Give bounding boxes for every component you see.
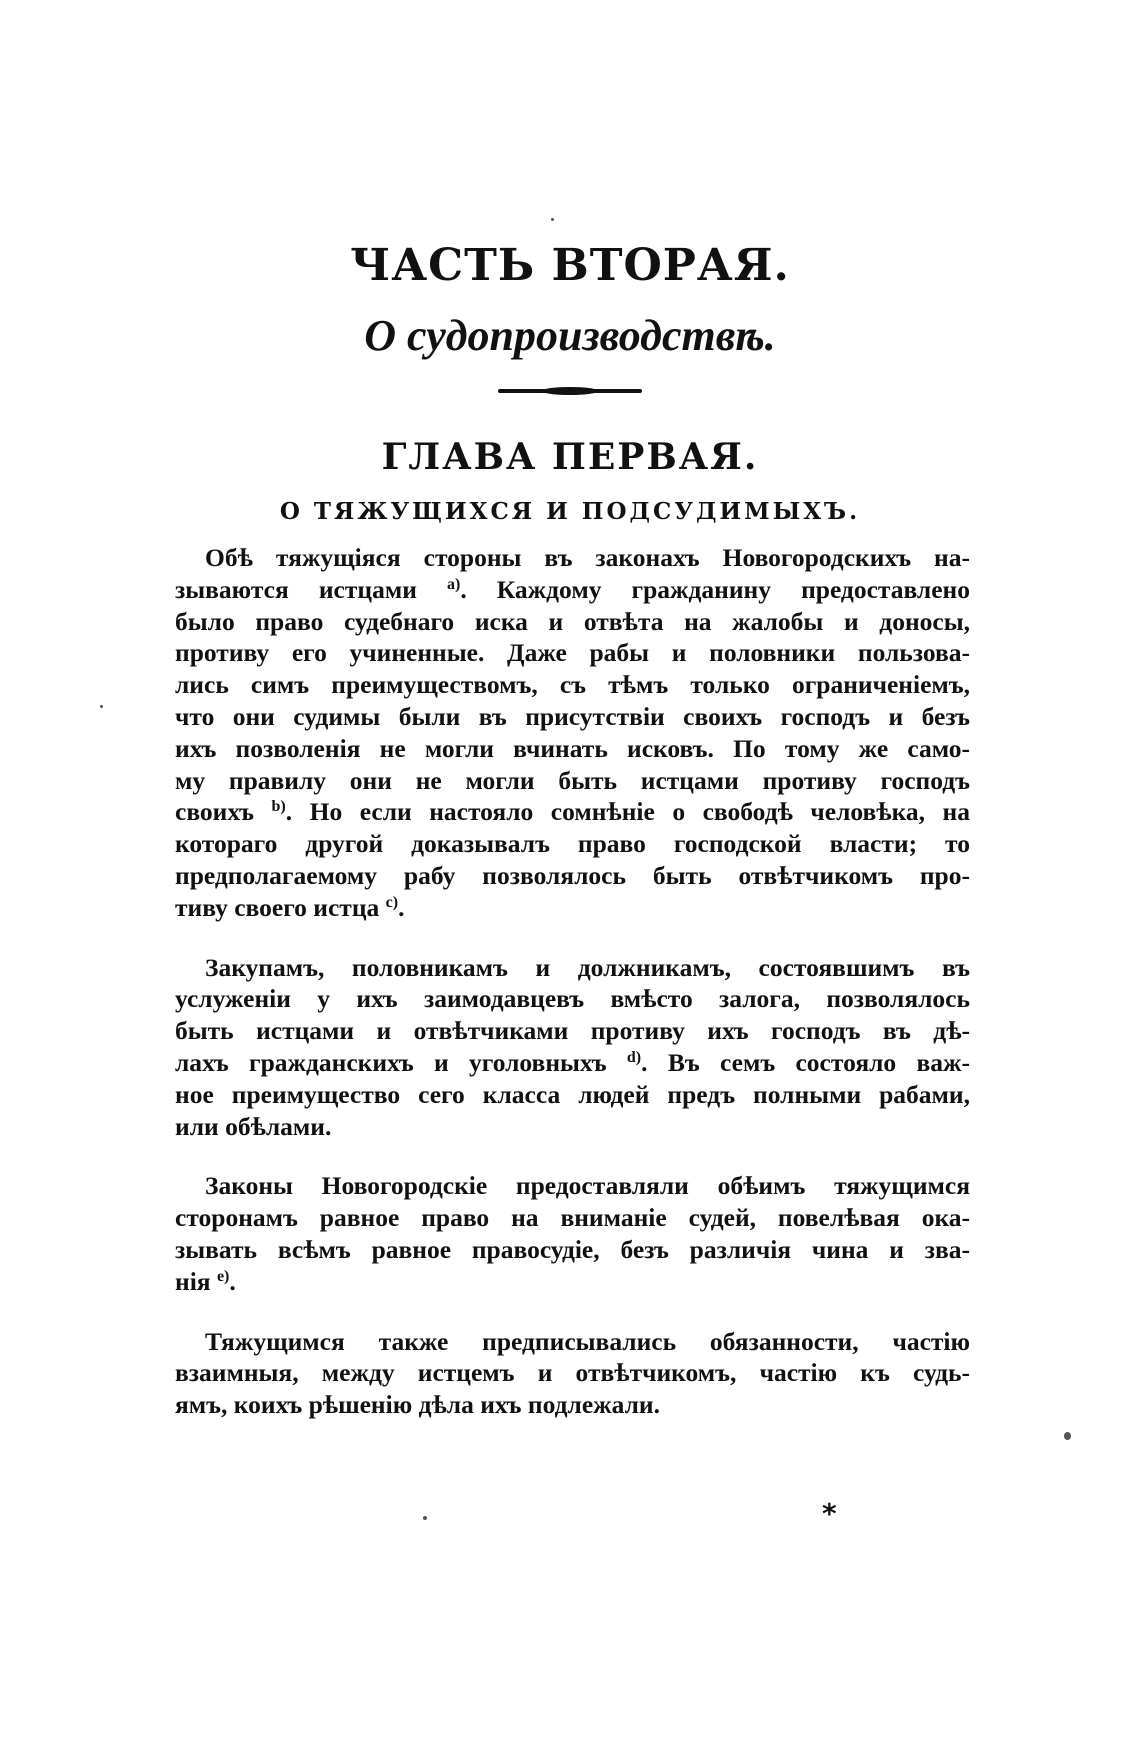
text-line: нія $^{e)}$. [175,1266,236,1296]
scan-speck [551,218,554,221]
text-line: взаимныя, между истцемъ и отвѣтчикомъ, частію къ судь- [175,1358,970,1388]
text-line: противу его учиненные. Даже рабы и половники пользова- [175,638,970,668]
text-line: зываются истцами $^{a)}$. Каждому гражданину предоставлено [175,574,970,604]
text-line: Законы Новогородскіе предоставляли обѣимъ тяжущимся [205,1171,970,1201]
footnote-ref: a) [446,575,461,593]
chapter-title: ГЛАВА ПЕРВАЯ. [381,436,759,478]
body-text [175,542,970,1449]
footnote-ref: d) [626,1048,642,1066]
text-line: услуженіи у ихъ заимодавцевъ вмѣсто залога, позволялось [175,984,970,1014]
paragraph [175,952,970,1143]
text-line: Обѣ тяжущіяся стороны въ законахъ Новогородскихъ на- [205,543,970,572]
chapter-subtitle: О ТЯЖУЩИХСЯ И ПОДСУДИМЫХЪ. [279,498,861,525]
scan-speck [423,1516,427,1520]
text-line: лись симъ преимуществомъ, съ тѣмъ только ограниченіемъ, [175,670,970,700]
text-line: ное преимущество сего класса людей предъ полными рабами, [175,1079,970,1109]
ornamental-rule [498,389,642,393]
text-line: своихъ $^{b)}$. Но если настояло сомнѣніе о свободѣ человѣка, на [175,797,970,827]
text-line: было право судебнаго иска и отвѣта на жалобы и доносы, [175,606,970,636]
paragraph [175,1326,970,1421]
text-line: или обѣлами. [175,1111,332,1141]
part-subtitle: О судопроизводствѣ. [364,311,776,360]
part-title: ЧАСТЬ ВТОРАЯ. [350,240,790,291]
text-line: лахъ гражданскихъ и уголовныхъ $^{d)}$. Въ семъ состояло важ- [175,1047,970,1077]
text-line: тиву своего истца $^{c)}$. [175,892,405,922]
text-line: предполагаемому рабу позволялось быть отвѣтчикомъ про- [175,860,970,890]
footnote-ref: c) [385,893,399,911]
scan-speck [100,705,103,708]
text-line: му правилу они не могли быть истцами противу господъ [175,765,970,795]
footnote-ref: b) [271,798,286,816]
text-line: котораго другой доказывалъ право господской власти; то [175,829,970,859]
text-line: ямъ, коихъ рѣшенію дѣла ихъ подлежали. [175,1390,660,1420]
text-line: сторонамъ равное право на вниманіе судей, повелѣвая ока- [175,1203,970,1233]
footnote-ref: e) [216,1267,230,1285]
text-line: Закупамъ, половникамъ и должникамъ, состоявшимъ въ [205,952,970,982]
text-line: что они судимы были въ присутствіи своихъ господъ и безъ [175,701,970,731]
paragraph [175,1170,970,1297]
text-line: быть истцами и отвѣтчиками противу ихъ господъ въ дѣ- [175,1016,970,1046]
scan-speck [1064,1432,1071,1440]
paragraph [175,542,970,924]
text-line: Тяжущимся также предписывались обязанности, частію [205,1326,970,1356]
text-line: зывать всѣмъ равное правосудіе, безъ различія чина и зва- [175,1234,970,1264]
text-line: ихъ позволенія не могли вчинать исковъ. По тому же само- [175,733,970,763]
signature-mark: * [822,1497,837,1530]
